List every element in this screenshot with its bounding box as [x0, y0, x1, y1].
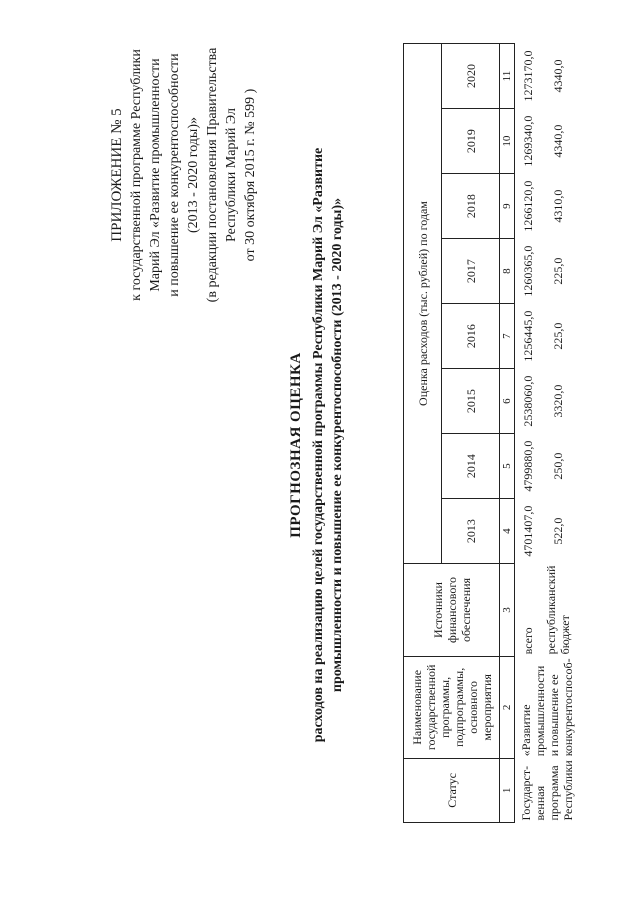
- column-number: 4: [500, 499, 515, 564]
- row-value: 4701407,0: [520, 505, 535, 557]
- column-number-row: [500, 44, 515, 823]
- column-number: 8: [500, 239, 515, 304]
- header-name: Наименование государственной программы, подпрограммы, основного мероприятия: [404, 656, 500, 758]
- forecast-table: [403, 43, 576, 823]
- appendix-line: и повышение ее конкурентоспособности: [167, 53, 182, 297]
- appendix-line: Марий Эл «Развитие промышленности: [148, 58, 163, 292]
- row-value: 4340,0: [551, 124, 566, 158]
- table-row: [515, 44, 538, 823]
- row-value: 2538060,0: [520, 375, 535, 427]
- column-number: 7: [500, 304, 515, 369]
- appendix-line: (в редакции постановления Правительства: [205, 47, 220, 303]
- header-year: 2016: [442, 304, 500, 369]
- appendix-line: Республики Марий Эл: [224, 108, 239, 242]
- row-value: 4310,0: [551, 189, 566, 223]
- row-source: республиканский бюджет: [544, 565, 573, 655]
- row-value: 225,0: [551, 257, 566, 285]
- row-value: 1269340,0: [520, 115, 535, 167]
- document-title: [288, 55, 347, 835]
- appendix-number: ПРИЛОЖЕНИЕ № 5: [109, 108, 125, 242]
- header-year: 2019: [442, 109, 500, 174]
- column-number: 6: [500, 369, 515, 434]
- column-number: 1: [500, 758, 515, 822]
- row-status: Государст-венная программа Республики: [519, 760, 575, 821]
- appendix-line: от 30 октября 2015 г. № 599 ): [243, 88, 258, 262]
- column-number: 9: [500, 174, 515, 239]
- row-value: 225,0: [551, 322, 566, 350]
- row-value: 4799880,0: [520, 440, 535, 492]
- column-number: 2: [500, 656, 515, 758]
- header-year: 2013: [442, 499, 500, 564]
- header-year: 2018: [442, 174, 500, 239]
- column-number: 3: [500, 564, 515, 657]
- row-value: 4340,0: [551, 59, 566, 93]
- appendix-line: (2013 - 2020 годы)»: [186, 117, 201, 234]
- column-number: 10: [500, 109, 515, 174]
- row-value: 250,0: [551, 452, 566, 480]
- header-year: 2015: [442, 369, 500, 434]
- row-value: 1256445,0: [520, 310, 535, 362]
- title-main: ПРОГНОЗНАЯ ОЦЕНКА: [288, 352, 304, 538]
- row-value: 1260365,0: [520, 245, 535, 297]
- title-sub-line: расходов на реализацию целей государственной программы Республики Марий Эл «Развитие: [311, 147, 326, 743]
- header-year: 2014: [442, 434, 500, 499]
- row-name: «Развитие промышленности и повышение ее конкурентоспособ-: [519, 658, 575, 757]
- row-value: 1266120,0: [520, 180, 535, 232]
- row-value: 3320,0: [551, 384, 566, 418]
- header-status: Статус: [404, 758, 500, 822]
- header-estimate: Оценка расходов (тыс. рублей) по годам: [404, 44, 442, 564]
- header-year: 2020: [442, 44, 500, 109]
- header-year: 2017: [442, 239, 500, 304]
- row-source: всего: [520, 627, 535, 655]
- row-value: 522,0: [551, 517, 566, 545]
- row-value: 1273170,0: [520, 50, 535, 102]
- appendix-line: к государственной программе Республики: [129, 49, 144, 301]
- column-number: 11: [500, 44, 515, 109]
- header-source: Источники финансового обеспечения: [404, 564, 500, 657]
- column-number: 5: [500, 434, 515, 499]
- appendix-block: [108, 25, 260, 325]
- title-sub-line: промышленности и повышение ее конкурентоспособности (2013 - 2020 годы)»: [330, 197, 345, 693]
